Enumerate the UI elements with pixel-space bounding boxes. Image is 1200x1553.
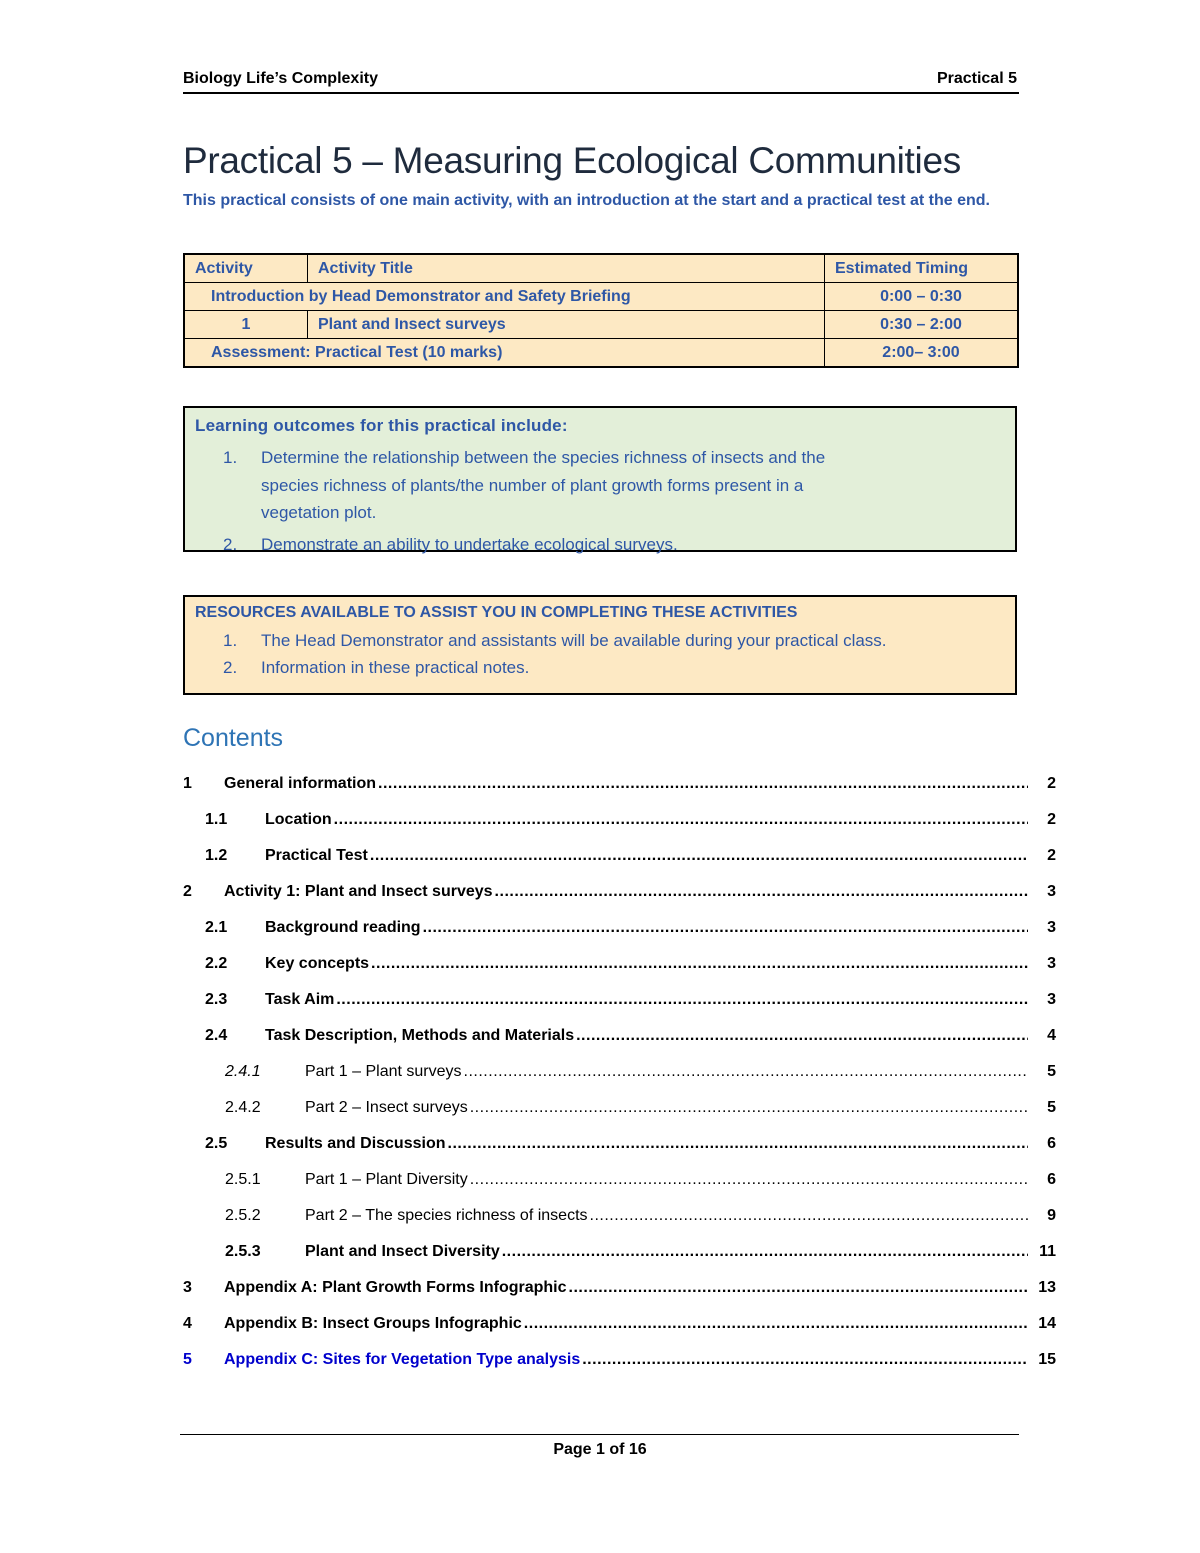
- table-row: [184, 339, 1018, 368]
- table-header-title: Activity Title: [308, 254, 825, 283]
- contents-heading: Contents: [183, 724, 284, 752]
- toc-label: Practical Test: [265, 847, 368, 864]
- toc-entry[interactable]: [183, 946, 1056, 982]
- toc-leader: [336, 991, 1028, 1009]
- list-item-text: Demonstrate an ability to undertake ecological surveys.: [261, 534, 678, 554]
- toc-entry[interactable]: [183, 838, 1056, 874]
- list-item: [195, 444, 1015, 527]
- toc-label: Location: [265, 811, 332, 828]
- toc-number: 2.5.2: [225, 1207, 261, 1224]
- toc-page: 14: [1038, 1315, 1056, 1332]
- table-cell-title: Assessment: Practical Test (10 marks): [184, 339, 825, 368]
- toc-leader: [470, 1171, 1028, 1189]
- list-item: [195, 531, 1015, 559]
- toc-leader: [569, 1279, 1028, 1297]
- toc-label: Key concepts: [265, 955, 370, 972]
- toc-page: 6: [1047, 1135, 1056, 1152]
- toc-page: 3: [1047, 883, 1056, 900]
- toc-page: 9: [1047, 1207, 1056, 1224]
- toc-entry[interactable]: [183, 1306, 1056, 1342]
- resources-box: [183, 595, 1017, 695]
- table-cell-timing: 0:00 – 0:30: [825, 283, 1019, 311]
- toc-leader: [423, 919, 1028, 937]
- toc-label: Appendix B: Insect Groups Infographic: [224, 1315, 522, 1332]
- toc-number: 3: [183, 1279, 192, 1296]
- toc-leader: [371, 955, 1028, 973]
- toc-entry[interactable]: [183, 1090, 1056, 1126]
- toc-page: 2: [1047, 775, 1056, 792]
- resources-heading: RESOURCES AVAILABLE TO ASSIST YOU IN COMPLETING THESE ACTIVITIES: [195, 604, 798, 621]
- toc-leader: [464, 1063, 1028, 1081]
- toc-entry-link[interactable]: [183, 1342, 1056, 1378]
- toc-entry[interactable]: [183, 802, 1056, 838]
- toc-label: Part 1 – Plant Diversity: [305, 1171, 468, 1188]
- header-practical-label: Practical 5: [936, 70, 1017, 87]
- toc-entry[interactable]: [183, 1054, 1056, 1090]
- toc-entry[interactable]: [183, 766, 1056, 802]
- toc-leader: [502, 1243, 1028, 1261]
- toc-number: 2.5: [205, 1135, 228, 1152]
- activities-table: [183, 253, 1019, 368]
- list-item-text: The Head Demonstrator and assistants will be available during your practical class.: [261, 631, 887, 650]
- toc-page: 13: [1038, 1279, 1056, 1296]
- table-row: [184, 311, 1018, 339]
- table-cell-title: Introduction by Head Demonstrator and Safety Briefing: [184, 283, 825, 311]
- page-number: Page 1 of 16: [553, 1441, 647, 1458]
- toc-leader: [370, 847, 1028, 865]
- toc-leader: [590, 1207, 1028, 1225]
- toc-entry[interactable]: [183, 982, 1056, 1018]
- toc-label: Part 1 – Plant surveys: [305, 1063, 462, 1080]
- toc-number: 2.4.1: [225, 1063, 261, 1080]
- toc-page: 15: [1038, 1351, 1056, 1368]
- toc-number: 2.2: [205, 955, 228, 972]
- toc-page: 3: [1047, 955, 1056, 972]
- toc-number: 1.1: [205, 811, 228, 828]
- toc-leader: [576, 1027, 1028, 1045]
- toc-number: 5: [183, 1351, 192, 1368]
- toc-entry[interactable]: [183, 910, 1056, 946]
- list-item-text: vegetation plot.: [261, 503, 377, 522]
- toc-label: General information: [224, 775, 377, 792]
- table-row: [184, 283, 1018, 311]
- toc-leader: [495, 883, 1028, 901]
- learning-outcomes-list: [195, 444, 1015, 558]
- table-of-contents: [183, 766, 1056, 1378]
- toc-entry[interactable]: [183, 1162, 1056, 1198]
- footer-divider: [180, 1434, 1019, 1435]
- toc-page: 2: [1047, 811, 1056, 828]
- list-item-text: species richness of plants/the number of plant growth forms present in a: [261, 475, 804, 495]
- list-item-text: Determine the relationship between the species richness of insects and the: [261, 448, 826, 467]
- toc-label: Part 2 – The species richness of insects: [305, 1207, 588, 1224]
- toc-number: 2.4.2: [225, 1099, 261, 1116]
- toc-label: Background reading: [265, 919, 421, 936]
- page-header: [183, 70, 1019, 94]
- toc-leader: [334, 811, 1028, 829]
- list-item-number: 2.: [223, 658, 238, 677]
- toc-label: Task Aim: [265, 991, 335, 1008]
- toc-number: 1.2: [205, 847, 228, 864]
- table-cell-timing: 2:00– 3:00: [825, 339, 1019, 368]
- toc-leader: [582, 1351, 1028, 1369]
- toc-page: 6: [1047, 1171, 1056, 1188]
- learning-outcomes-box: [183, 406, 1017, 552]
- list-item-number: 1.: [223, 631, 238, 650]
- table-cell-title: Plant and Insect surveys: [308, 311, 825, 339]
- resources-list: [195, 627, 1015, 681]
- document-title: Practical 5 – Measuring Ecological Communities: [183, 140, 961, 181]
- toc-leader: [448, 1135, 1029, 1153]
- toc-page: 3: [1047, 919, 1056, 936]
- toc-page: 5: [1047, 1063, 1056, 1080]
- toc-page: 2: [1047, 847, 1056, 864]
- toc-entry[interactable]: [183, 1126, 1056, 1162]
- toc-entry[interactable]: [183, 1234, 1056, 1270]
- toc-number: 2.4: [205, 1027, 228, 1044]
- learning-outcomes-heading: Learning outcomes for this practical include:: [195, 416, 568, 435]
- toc-label: Part 2 – Insect surveys: [305, 1099, 468, 1116]
- toc-number: 2.1: [205, 919, 228, 936]
- table-cell-activity: 1: [184, 311, 308, 339]
- toc-entry[interactable]: [183, 1198, 1056, 1234]
- header-course-title: Biology Life’s Complexity: [183, 70, 378, 87]
- toc-number: 2: [183, 883, 192, 900]
- list-item-number: 1.: [223, 448, 238, 467]
- toc-number: 2.3: [205, 991, 228, 1008]
- toc-label: Task Description, Methods and Materials: [265, 1027, 575, 1044]
- toc-leader: [470, 1099, 1028, 1117]
- toc-number: 4: [183, 1315, 192, 1332]
- toc-page: 11: [1039, 1243, 1056, 1260]
- toc-label: Appendix C: Sites for Vegetation Type analysis: [224, 1351, 581, 1368]
- list-item: [195, 654, 1015, 681]
- table-header-timing: Estimated Timing: [825, 254, 1019, 283]
- list-item-text: Information in these practical notes.: [261, 658, 530, 677]
- toc-entry[interactable]: [183, 874, 1056, 910]
- toc-page: 5: [1047, 1099, 1056, 1116]
- toc-page: 4: [1047, 1027, 1056, 1044]
- toc-label: Results and Discussion: [265, 1135, 446, 1152]
- table-header-activity: Activity: [184, 254, 308, 283]
- toc-leader: [524, 1315, 1028, 1333]
- list-item-number: 2.: [223, 534, 238, 554]
- table-header-row: [184, 254, 1018, 283]
- toc-label: Activity 1: Plant and Insect surveys: [224, 883, 493, 900]
- toc-number: 1: [183, 775, 192, 792]
- list-item: [195, 627, 1015, 654]
- toc-label: Plant and Insect Diversity: [305, 1243, 500, 1260]
- table-cell-timing: 0:30 – 2:00: [825, 311, 1019, 339]
- toc-entry[interactable]: [183, 1018, 1056, 1054]
- toc-page: 3: [1047, 991, 1056, 1008]
- toc-number: 2.5.1: [225, 1171, 261, 1188]
- toc-label: Appendix A: Plant Growth Forms Infographic: [224, 1279, 567, 1296]
- intro-text: This practical consists of one main activity, with an introduction at the start and a practical test at the end.: [183, 192, 990, 209]
- toc-entry[interactable]: [183, 1270, 1056, 1306]
- toc-number: 2.5.3: [225, 1243, 261, 1260]
- toc-leader: [378, 775, 1028, 793]
